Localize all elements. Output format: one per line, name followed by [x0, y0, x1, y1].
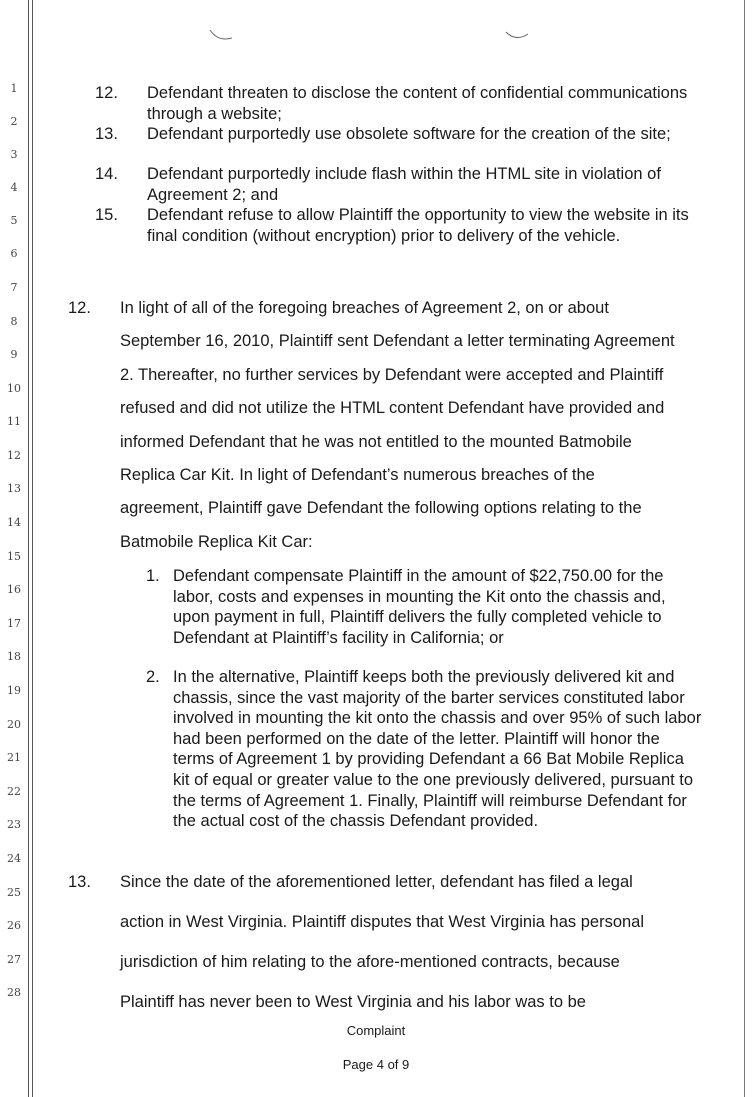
page-number: Page 4 of 9 — [342, 1057, 410, 1072]
option-text: In the alternative, Plaintiff keeps both the previously delivered kit and chassis, since the vast majority of the barter services constituted labor involved in mounting the kit onto the chassis and over 95% of such labor had been performed on the date of the letter. Plaintiff will honor the terms of Agreement 1 by providing Defendant a 66 Bat Mobile Replica kit of equal or greater value to the one previously delivered, pursuant to the terms of Agreement 1. Finally, Plaintiff will reimburse Defendant for the actual cost of the chassis Defendant provided. — [173, 668, 702, 831]
line-number: 24 — [7, 852, 21, 865]
right-border-line — [744, 0, 745, 1097]
paragraph-line: informed Defendant that he was not entitled to the mounted Batmobile — [120, 433, 632, 451]
line-number: 16 — [7, 583, 21, 596]
paragraph-line: refused and did not utilize the HTML content Defendant have provided and — [120, 399, 665, 417]
paragraph-line: agreement, Plaintiff gave Defendant the following options relating to the — [120, 499, 642, 517]
footer-title: Complaint — [346, 1023, 406, 1038]
paragraph-number: 12. — [68, 299, 91, 317]
line-number: 11 — [7, 415, 21, 428]
paragraph-number: 13. — [68, 873, 91, 891]
line-number: 2 — [10, 115, 18, 128]
line-number: 10 — [7, 382, 21, 395]
sub-item-text: Defendant purportedly use obsolete software for the creation of the site; — [147, 125, 671, 143]
line-number: 1 — [10, 82, 18, 95]
paragraph-line: Replica Car Kit. In light of Defendant’s numerous breaches of the — [120, 466, 595, 484]
line-number: 8 — [10, 315, 18, 328]
sub-item-text: Defendant threaten to disclose the content of confidential communications through a website; — [147, 84, 688, 123]
sub-item-number: 13. — [95, 125, 118, 143]
paragraph-line: September 16, 2010, Plaintiff sent Defendant a letter terminating Agreement — [120, 332, 675, 350]
line-number: 22 — [7, 785, 21, 798]
line-number: 18 — [7, 650, 21, 663]
line-number: 19 — [7, 684, 21, 697]
line-number: 25 — [7, 886, 21, 899]
paragraph-line: Since the date of the aforementioned letter, defendant has filed a legal — [120, 873, 633, 891]
line-number: 15 — [7, 550, 21, 563]
sub-item-number: 14. — [95, 165, 118, 183]
line-number: 27 — [7, 953, 21, 966]
line-number: 23 — [7, 818, 21, 831]
paragraph-line: Batmobile Replica Kit Car: — [120, 533, 313, 551]
line-number: 14 — [7, 516, 21, 529]
line-number: 20 — [7, 718, 21, 731]
line-number: 26 — [7, 919, 21, 932]
sub-item-text: Defendant purportedly include flash within the HTML site in violation of Agreement 2; and — [147, 165, 661, 204]
line-number: 6 — [10, 247, 18, 260]
left-border-line — [32, 0, 33, 1097]
line-number: 17 — [7, 617, 21, 630]
line-number: 21 — [7, 751, 21, 764]
line-number: 7 — [10, 281, 18, 294]
option-text: Defendant compensate Plaintiff in the amount of $22,750.00 for the labor, costs and expenses in mounting the Kit onto the chassis and, upon payment in full, Plaintiff delivers the fully completed vehicle to Defendant at Plaintiff’s facility in California; or — [173, 567, 666, 647]
sub-item-number: 15. — [95, 206, 118, 224]
line-number: 4 — [10, 181, 18, 194]
paragraph-line: In light of all of the foregoing breaches of Agreement 2, on or about — [120, 299, 609, 317]
option-number: 1. — [146, 567, 160, 585]
option-number: 2. — [146, 668, 160, 686]
line-number: 5 — [10, 214, 18, 227]
paragraph-line: jurisdiction of him relating to the afore-mentioned contracts, because — [120, 953, 620, 971]
sub-item-number: 12. — [95, 84, 118, 102]
left-border-line — [28, 0, 29, 1097]
line-number: 3 — [10, 148, 18, 161]
paragraph-line: 2. Thereafter, no further services by Defendant were accepted and Plaintiff — [120, 366, 664, 384]
punch-hole-mark — [208, 28, 234, 42]
line-number: 28 — [7, 986, 21, 999]
line-number: 12 — [7, 449, 21, 462]
line-number: 13 — [7, 482, 21, 495]
paragraph-line: Plaintiff has never been to West Virginia and his labor was to be — [120, 993, 586, 1011]
line-number: 9 — [10, 348, 18, 361]
punch-hole-mark — [504, 28, 530, 42]
paragraph-line: action in West Virginia. Plaintiff disputes that West Virginia has personal — [120, 913, 645, 931]
sub-item-text: Defendant refuse to allow Plaintiff the opportunity to view the website in its final condition (without encryption) prior to delivery of the vehicle. — [147, 206, 689, 245]
